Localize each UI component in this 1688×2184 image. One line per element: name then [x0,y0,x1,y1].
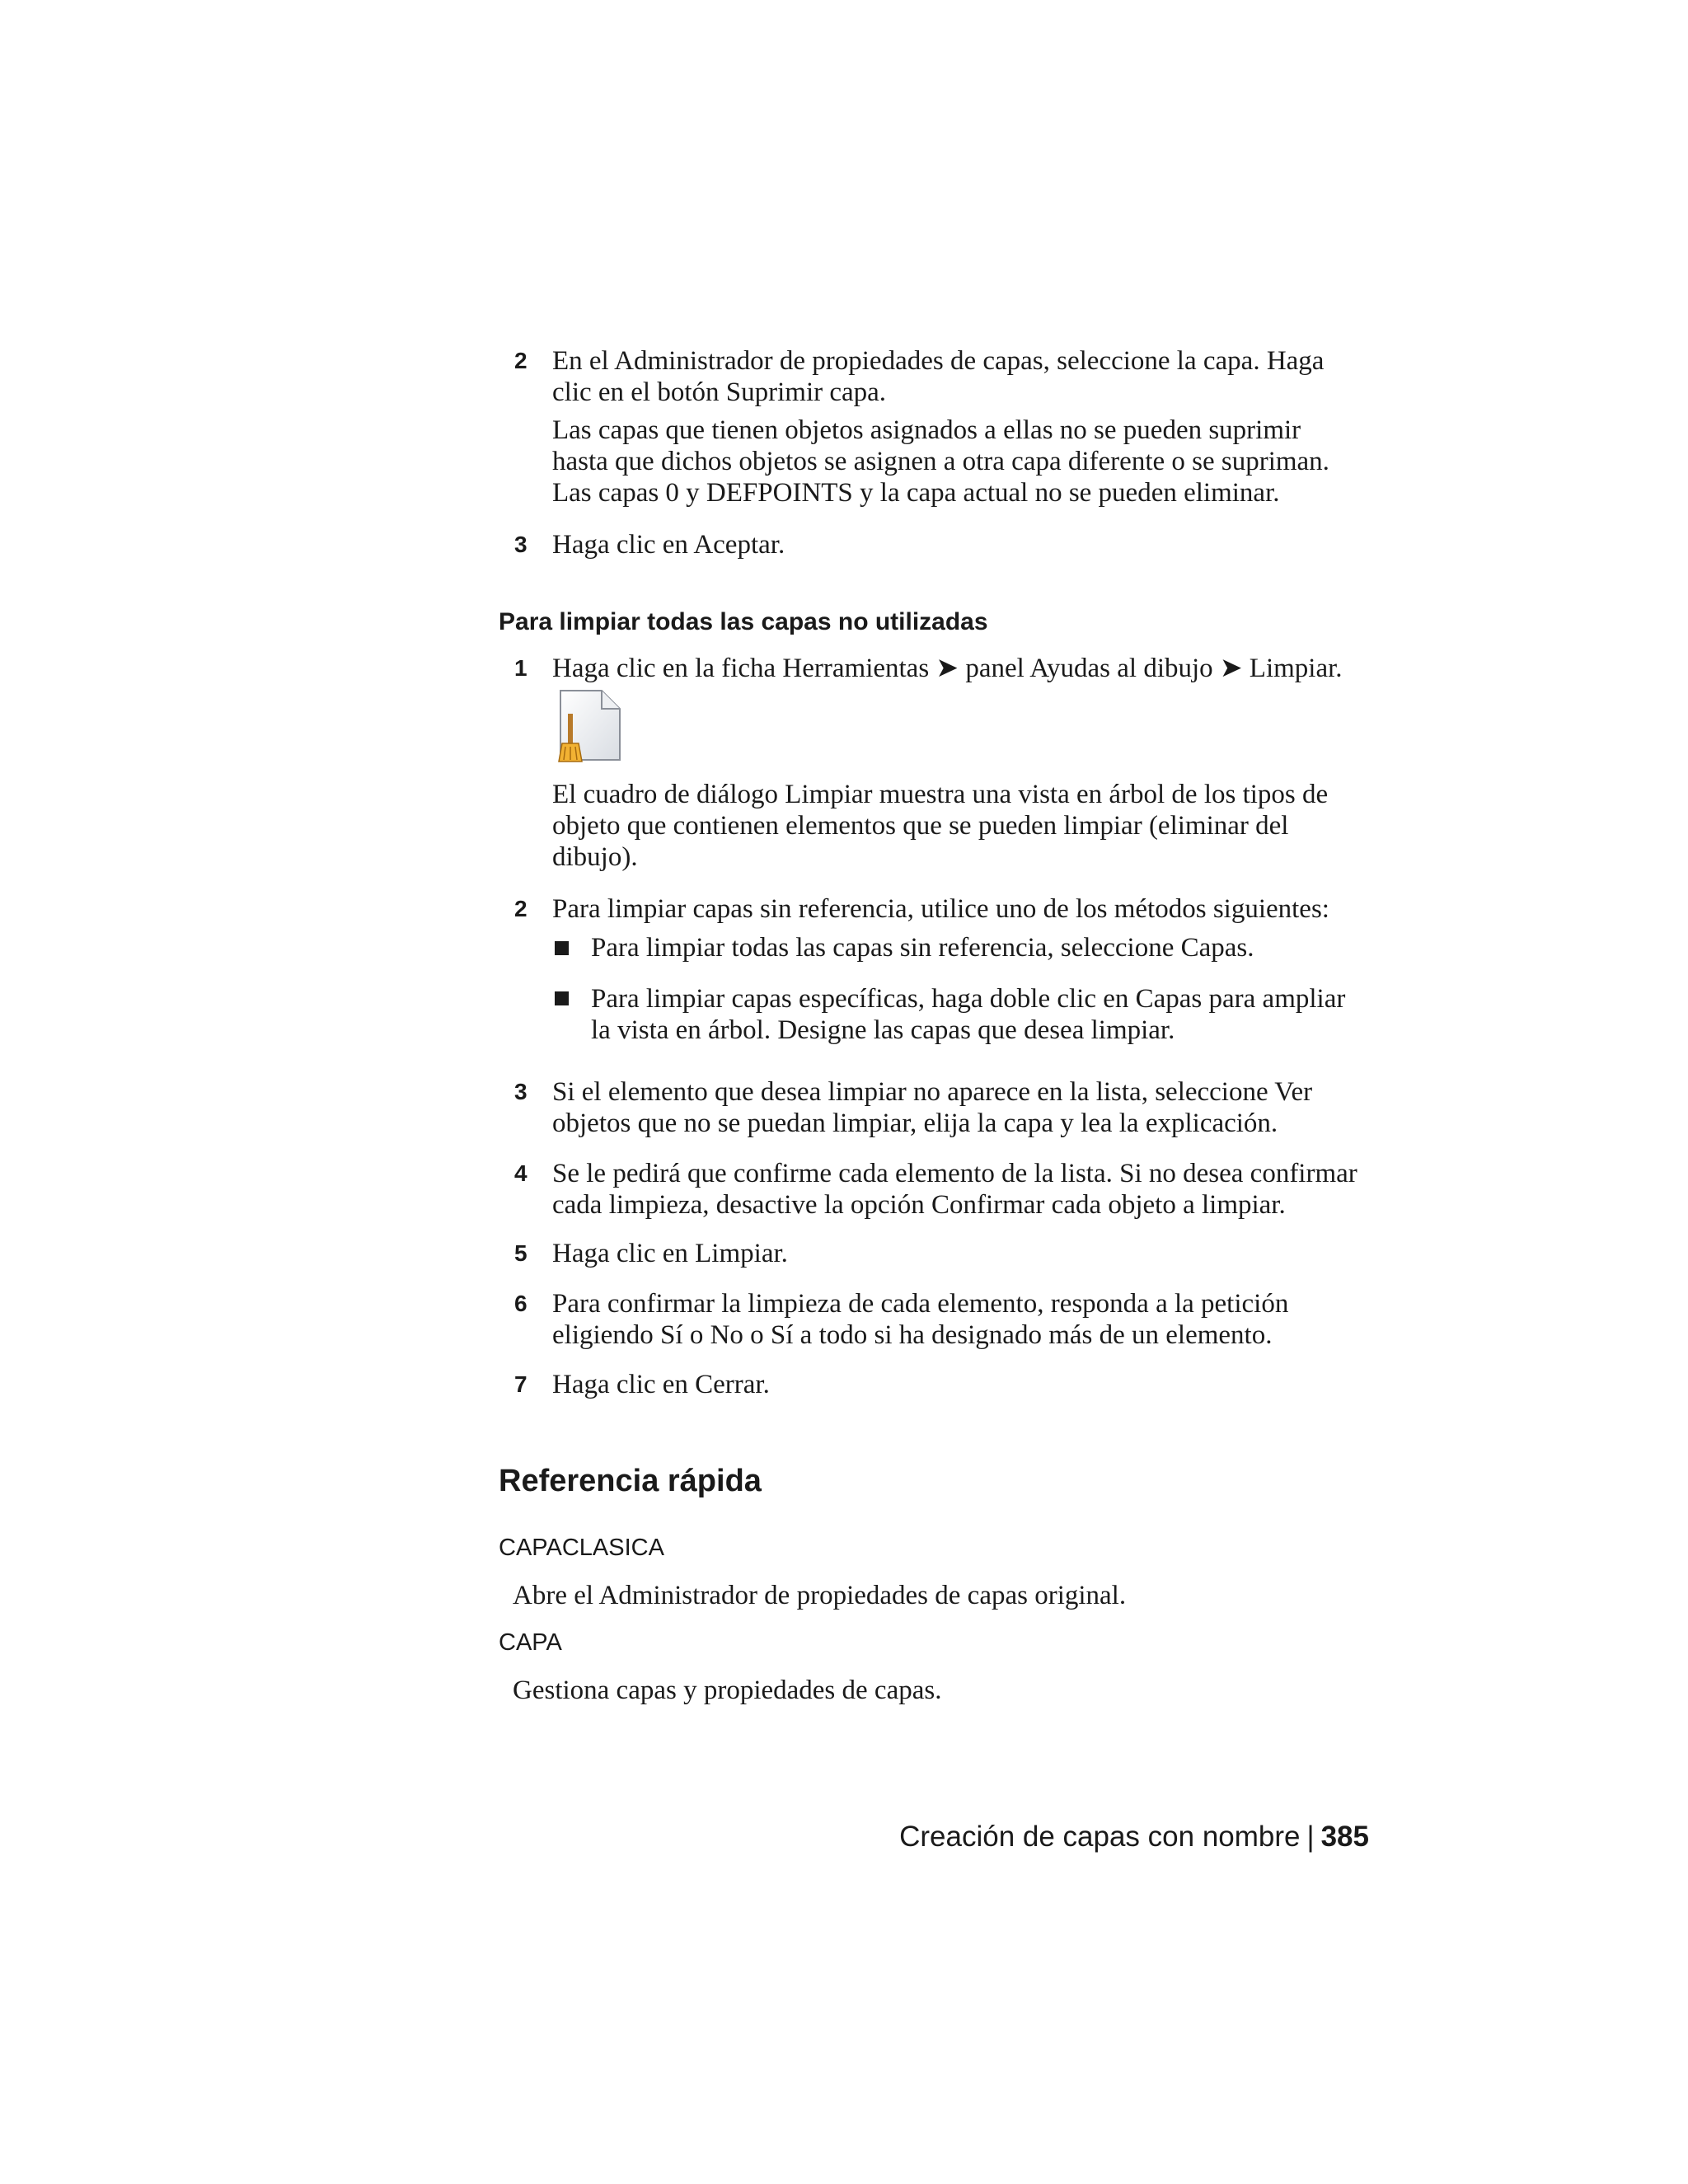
chapter-title: Creación de capas con nombre [899,1821,1301,1853]
step-text: Haga clic en Aceptar. [552,530,785,560]
quick-reference-heading: Referencia rápida [499,1464,762,1498]
step-note: Las capas 0 y DEFPOINTS y la capa actual no se pueden eliminar. [552,478,1280,508]
bullet-text: Para limpiar todas las capas sin referencia, seleccione Capas. [591,933,1254,963]
step-description: dibujo). [552,842,638,872]
command-name: CAPA [499,1629,562,1656]
step-text: Se le pedirá que confirme cada elemento de la lista. Si no desea confirmar [552,1159,1357,1188]
procedure-heading: Para limpiar todas las capas no utilizadas [499,608,988,635]
command-name: CAPACLASICA [499,1535,664,1561]
step-number: 7 [514,1371,528,1397]
step-number: 1 [514,655,528,681]
step-number: 6 [514,1291,528,1316]
step-text: Haga clic en Cerrar. [552,1370,770,1399]
step-number: 2 [514,896,528,921]
page-footer [899,1820,1369,1854]
footer-separator: | [1306,1821,1315,1853]
step-number: 4 [514,1160,528,1186]
bullet-square [555,941,569,955]
step-text: Haga clic en la ficha Herramientas ➤ panel Ayudas al dibujo ➤ Limpiar. [552,654,1343,683]
step-description: objeto que contienen elementos que se pueden limpiar (eliminar del [552,811,1289,841]
purge-broom-icon [554,689,625,763]
step-text: Haga clic en Limpiar. [552,1239,788,1268]
step-text: clic en el botón Suprimir capa. [552,377,887,407]
step-number: 2 [514,348,528,373]
step-text: cada limpieza, desactive la opción Confirmar cada objeto a limpiar. [552,1190,1286,1220]
command-description: Gestiona capas y propiedades de capas. [513,1675,942,1705]
step-number: 3 [514,532,528,557]
step-number: 3 [514,1079,528,1104]
page-number: 385 [1320,1821,1369,1853]
step-text: Para confirmar la limpieza de cada elemento, responda a la petición [552,1289,1289,1319]
bullet-square [555,991,569,1005]
step-text: eligiendo Sí o No o Sí a todo si ha designado más de un elemento. [552,1320,1273,1350]
step-note: hasta que dichos objetos se asignen a otra capa diferente o se supriman. [552,447,1329,476]
step-number: 5 [514,1240,528,1266]
step-text: Para limpiar capas sin referencia, utilice uno de los métodos siguientes: [552,894,1329,924]
step-text: Si el elemento que desea limpiar no aparece en la lista, seleccione Ver [552,1077,1313,1107]
step-note: Las capas que tienen objetos asignados a ellas no se pueden suprimir [552,415,1301,445]
bullet-text: la vista en árbol. Designe las capas que desea limpiar. [591,1015,1175,1045]
step-description: El cuadro de diálogo Limpiar muestra una vista en árbol de los tipos de [552,780,1329,809]
bullet-text: Para limpiar capas específicas, haga doble clic en Capas para ampliar [591,984,1346,1014]
step-text: objetos que no se puedan limpiar, elija la capa y lea la explicación. [552,1108,1278,1138]
command-description: Abre el Administrador de propiedades de capas original. [513,1581,1127,1610]
step-text: En el Administrador de propiedades de capas, seleccione la capa. Haga [552,346,1325,376]
